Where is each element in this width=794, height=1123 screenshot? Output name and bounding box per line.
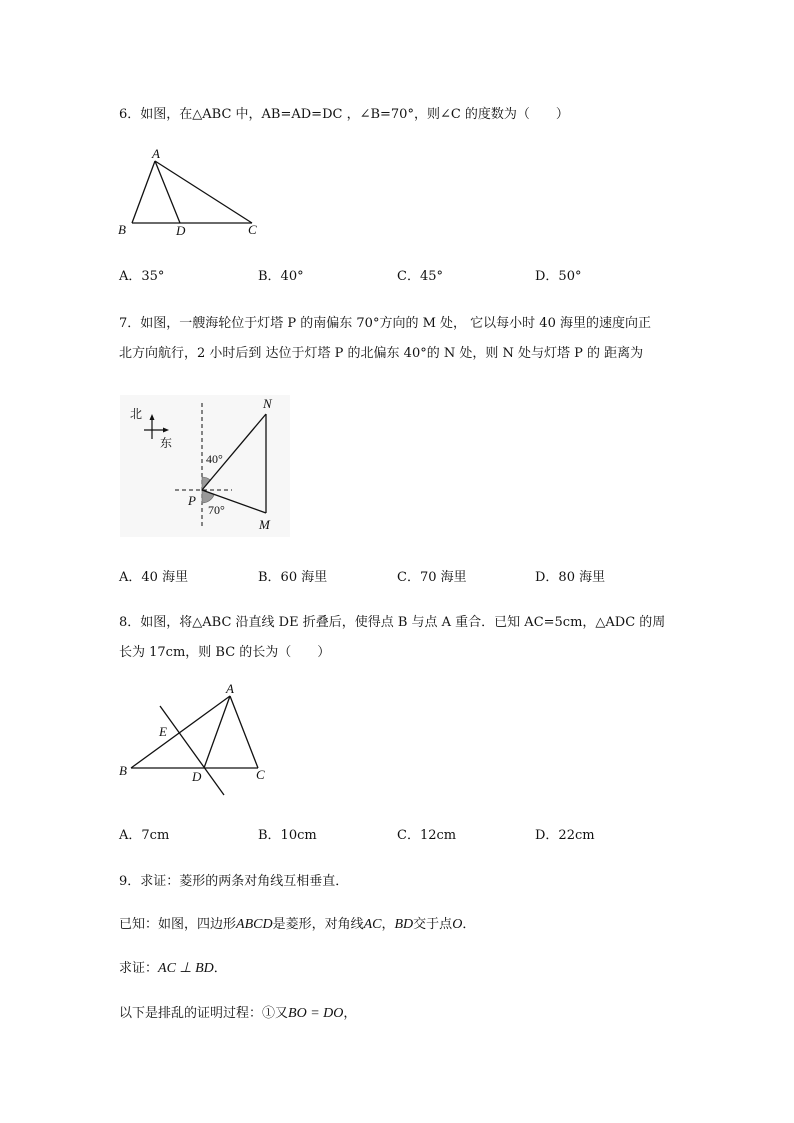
q9-step1-mark: ① bbox=[262, 1006, 276, 1021]
q9-given-bd: BD bbox=[394, 917, 414, 932]
question-7-stem-line1: 7．如图，一艘海轮位于灯塔 P 的南偏东 70°方向的 M 处， 它以每小时 40 海里的速度向正 bbox=[119, 316, 651, 331]
q9-step1-end: ， bbox=[343, 1006, 357, 1021]
figure-q8-fold bbox=[114, 680, 284, 800]
figure-q6-triangle bbox=[112, 146, 272, 242]
q7-angle-40-label: 40° bbox=[206, 452, 223, 466]
compass-north-label: 北 bbox=[130, 407, 143, 421]
q6-label-c: C bbox=[248, 222, 257, 237]
q7-label-p: P bbox=[188, 493, 196, 508]
q7-label-m: M bbox=[259, 517, 270, 532]
q9-prove-expr: AC ⊥ BD bbox=[158, 961, 214, 976]
q9-steps-prefix: 以下是排乱的证明过程： bbox=[119, 1006, 263, 1021]
q8-label-e: E bbox=[159, 724, 167, 739]
q6-label-b: B bbox=[118, 222, 126, 237]
q8-label-a: A bbox=[226, 681, 234, 696]
question-9-stem: 9．求证：菱形的两条对角线互相垂直． bbox=[119, 874, 349, 889]
q7-angle-70-label: 70° bbox=[208, 503, 225, 517]
q9-given-mid2: 交于点 bbox=[413, 917, 453, 932]
q9-steps bbox=[119, 1002, 356, 1022]
q8-option-a[interactable]: A．7cm bbox=[119, 828, 170, 843]
q9-given-prefix: 已知：如图，四边形 bbox=[119, 917, 237, 932]
q8-option-c[interactable]: C．12cm bbox=[397, 828, 457, 843]
q9-given-mid: 是菱形，对角线 bbox=[272, 917, 364, 932]
q9-prove bbox=[119, 957, 227, 977]
q6-option-a[interactable]: A．35° bbox=[119, 269, 165, 284]
q9-prove-end: ． bbox=[213, 961, 227, 976]
q9-step1-text: 又 bbox=[275, 1006, 289, 1021]
q7-option-a[interactable]: A．40 海里 bbox=[119, 570, 189, 585]
q9-given-o: O bbox=[452, 917, 463, 932]
q6-option-c[interactable]: C．45° bbox=[397, 269, 443, 284]
question-8-stem-line2: 长为 17cm，则 BC 的长为（ ） bbox=[119, 645, 331, 660]
q9-given-ac: AC bbox=[363, 917, 382, 932]
q8-label-b: B bbox=[119, 763, 127, 778]
q7-option-d[interactable]: D．80 海里 bbox=[535, 570, 606, 585]
figure-q7-lighthouse bbox=[120, 395, 290, 537]
q6-option-b[interactable]: B．40° bbox=[258, 269, 304, 284]
q9-given-quad: ABCD bbox=[236, 917, 273, 932]
q6-label-d: D bbox=[176, 223, 186, 238]
q7-option-c[interactable]: C．70 海里 bbox=[397, 570, 467, 585]
q6-label-a: A bbox=[152, 146, 160, 161]
q9-given-sep: ， bbox=[381, 917, 395, 932]
q8-label-c: C bbox=[256, 767, 265, 782]
q7-label-n: N bbox=[263, 396, 272, 411]
q9-step1-expr: BO = DO bbox=[288, 1006, 344, 1021]
q9-given-end: ． bbox=[462, 917, 476, 932]
compass-east-label: 东 bbox=[160, 436, 173, 450]
q9-given bbox=[119, 913, 475, 933]
q8-option-d[interactable]: D．22cm bbox=[535, 828, 595, 843]
question-6-stem: 6．如图，在△ABC 中，AB=AD=DC ，∠B=70°，则∠C 的度数为（ ） bbox=[119, 107, 569, 122]
q9-prove-prefix: 求证： bbox=[119, 961, 159, 976]
q8-option-b[interactable]: B．10cm bbox=[258, 828, 317, 843]
q7-option-b[interactable]: B．60 海里 bbox=[258, 570, 328, 585]
question-7-stem-line2: 北方向航行，2 小时后到 达位于灯塔 P 的北偏东 40°的 N 处，则 N 处与灯塔 P 的 距离为 bbox=[119, 346, 644, 361]
question-8-stem-line1: 8．如图，将△ABC 沿直线 DE 折叠后，使得点 B 与点 A 重合．已知 AC=5cm，△ADC 的周 bbox=[119, 615, 666, 630]
q8-label-d: D bbox=[192, 769, 202, 784]
q6-option-d[interactable]: D．50° bbox=[535, 269, 582, 284]
